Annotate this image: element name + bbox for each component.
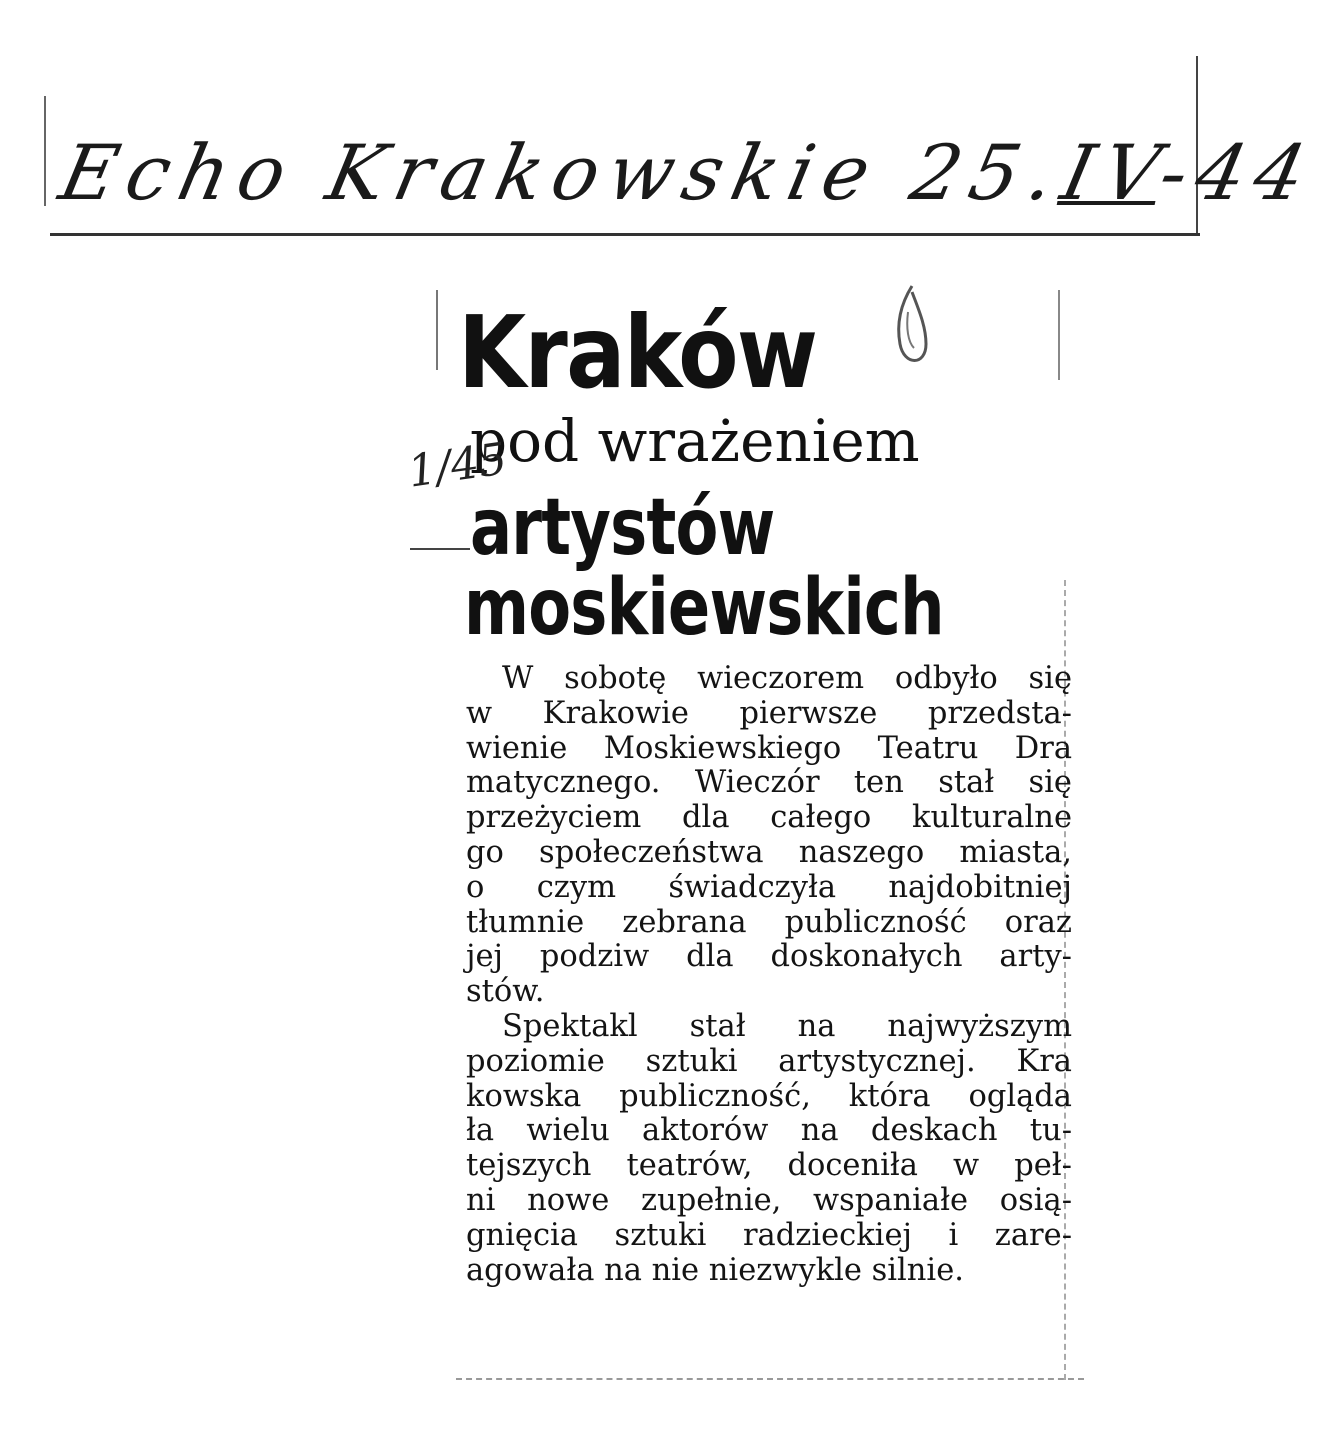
article-body: [466, 662, 1072, 1288]
article-line: stów.: [466, 974, 545, 1010]
article-line: tłumnie zebrana publiczność oraz: [466, 904, 1072, 940]
article-line: tejszych teatrów, doceniła w peł-: [466, 1148, 1072, 1184]
source-note-strip: [44, 56, 1323, 234]
article-line: ła wielu aktorów na deskach tu-: [466, 1113, 1072, 1149]
handwritten-source-note: [52, 128, 1323, 217]
source-name: Echo Krakowskie: [52, 128, 888, 217]
article-line: poziomie sztuki artystycznej. Kra: [466, 1043, 1072, 1079]
clip-bottom-edge: [456, 1378, 1084, 1380]
date-month: IV: [1054, 128, 1171, 217]
article-line: matycznego. Wieczór ten stał się: [466, 765, 1072, 801]
headline-line-1: Kraków: [458, 294, 817, 411]
article-line: kowska publiczność, która oglądа: [466, 1078, 1072, 1114]
article-line: w Krakowie pierwsze przedsta-: [466, 695, 1072, 731]
article-line: wienie Moskiewskiego Teatru Dra: [466, 730, 1072, 766]
article-line: W sobotę wieczorem odbyło się: [502, 661, 1072, 696]
article-line: agowała na nie niezwykle silnie.: [466, 1252, 964, 1288]
margin-note-underline: [410, 548, 470, 550]
headline-line-2: pod wrażeniem: [470, 407, 920, 475]
date-year: -44: [1152, 128, 1323, 217]
headline-line-3: artystów: [470, 483, 775, 573]
article-line: Spektakl stał na najwyższym: [502, 1008, 1072, 1044]
strip-left-edge: [44, 96, 46, 206]
strip-bottom-rule: [50, 233, 1200, 236]
clip-left-edge: [436, 290, 438, 370]
clip-top-right-edge: [1058, 290, 1060, 380]
paper-clip-icon: [886, 282, 938, 372]
article-line: go społeczeństwa naszego miasta,: [466, 834, 1072, 870]
headline-line-4: moskiewskich: [464, 563, 944, 653]
article-paragraph-2: [466, 1010, 1072, 1288]
article-line: o czym świadczyła najdobitniej: [466, 869, 1072, 905]
article-paragraph-1: [466, 662, 1072, 1010]
article-line: ni nowe zupełnie, wspaniałe osią-: [466, 1182, 1072, 1218]
article-line: przeżyciem dla całego kulturalne: [466, 800, 1072, 836]
handwritten-margin-note: 1/45: [404, 433, 510, 498]
date-day: 25.: [903, 128, 1074, 217]
article-line: jej podziw dla doskonałych arty-: [466, 939, 1072, 975]
article-line: gnięcia sztuki radzieckiej i zare-: [466, 1217, 1072, 1253]
